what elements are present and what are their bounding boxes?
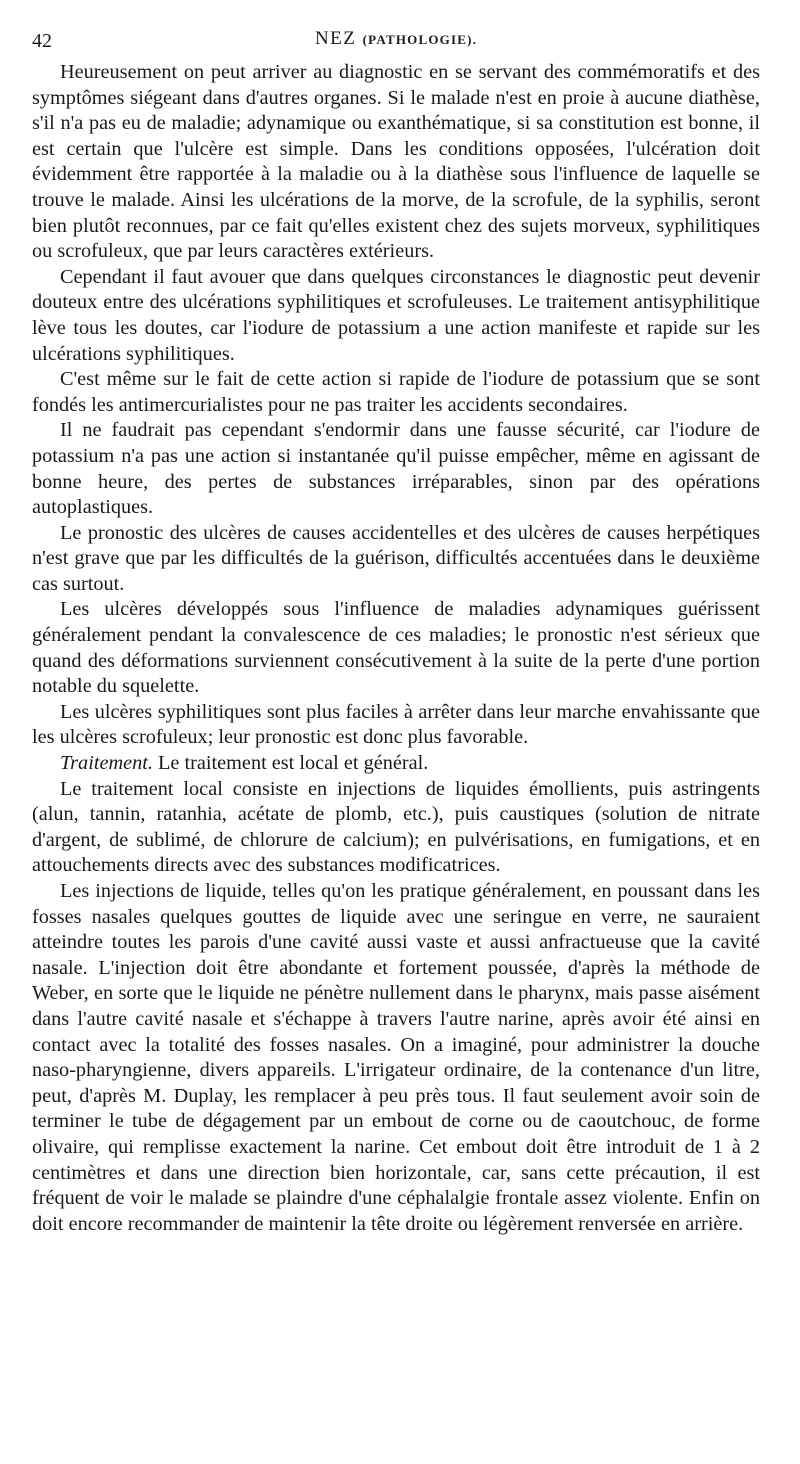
- running-title: [32, 28, 760, 50]
- traitement-heading: Traitement.: [60, 752, 153, 775]
- paragraph-traitement: [32, 751, 760, 777]
- running-title-subtitle: (PATHOLOGIE).: [362, 32, 478, 47]
- paragraph-injections: Les injections de liquide, telles qu'on les pratique généralement, en poussant dans les fosses nasales quelques gouttes de liquide avec une seringue en verre, ne sauraient atteindre toutes les parois d'une cavité aussi vaste et aussi anfractueuse que la cavité nasale. L'injection doit être abondante et fortement poussée, d'après la méthode de Weber, en sorte que le liquide ne pénètre nullement dans le pharynx, mais passe aisément dans l'autre cavité nasale et s'échappe à travers l'autre narine, après avoir été ainsi en contact avec la totalité des fosses nasales. On a imaginé, pour administrer la douche naso-pharyngienne, divers appareils. L'irrigateur ordinaire, de la contenance d'un litre, peut, d'après M. Duplay, les remplacer à peu près tous. Il faut seulement avoir soin de terminer le tube de dégagement par un embout de corne ou de caoutchouc, de forme olivaire, qui remplisse exactement la narine. Cet embout doit être introduit de 1 à 2 centimètres et dans une direction bien horizontale, car, sans cette précaution, il est fréquent de voir le malade se plaindre d'une céphalalgie frontale assez violente. Enfin on doit encore recommander de maintenir la tête droite ou légèrement renversée en arrière.: [32, 880, 760, 1235]
- paragraph-pronostic-adynamic: Les ulcères développés sous l'influence de maladies adynamiques guérissent généralement pendant la convalescence de ces maladies; le pronostic n'est sérieux que quand des déformations surviennent consécutivement à la suite de la perte d'une portion notable du squelette.: [32, 598, 760, 698]
- paragraph-local-treatment: Le traitement local consiste en injections de liquides émollients, puis astringents (alun, tannin, ratanhia, acétate de plomb, etc.), puis caustiques (solution de nitrate d'argent, de sublimé, de chlorure de calcium); en pulvérisations, en fumigations, et en attouchements directs avec des substances modificatrices.: [32, 777, 760, 877]
- book-page: [32, 22, 760, 1237]
- page-number: 42: [32, 30, 52, 52]
- paragraph-pronostic-accidental: Le pronostic des ulcères de causes accidentelles et des ulcères de causes herpétiques n'est grave que par les difficultés de la guérison, difficultés accentuées dans le deuxième cas surtout.: [32, 521, 760, 595]
- running-header: [32, 22, 760, 52]
- running-title-main: NEZ: [314, 28, 357, 49]
- paragraph-iodure-warning: Il ne faudrait pas cependant s'endormir dans une fausse sécurité, car l'iodure de potassium n'a pas une action si instantanée qu'il puisse empêcher, même en agissant de bonne heure, des pertes de substances irréparables, sinon par des opérations autoplastiques.: [32, 419, 760, 519]
- page-body: [32, 60, 760, 1237]
- paragraph-antimercurialistes: C'est même sur le fait de cette action si rapide de l'iodure de potassium que se sont fondés les antimercurialistes pour ne pas traiter les accidents secondaires.: [32, 368, 760, 416]
- paragraph-diagnostic: Heureusement on peut arriver au diagnostic en se servant des commémoratifs et des symptômes siégeant dans d'autres organes. Si le malade n'est en proie à aucune diathèse, s'il n'a pas eu de maladie; adynamique ou exanthématique, si sa constitution est bonne, il est certain que l'ulcère est simple. Dans les conditions opposées, l'ulcération doit évidemment être rapportée à la maladie ou à la diathèse sous l'influence de laquelle se trouve le malade. Ainsi les ulcérations de la morve, de la scrofule, de la syphilis, seront bien plutôt reconnues, par ce fait qu'elles existent chez des sujets morveux, syphilitiques ou scrofuleux, que par leurs caractères extérieurs.: [32, 61, 760, 263]
- paragraph-pronostic-syphilitic: Les ulcères syphilitiques sont plus faciles à arrêter dans leur marche envahissante que les ulcères scrofuleux; leur pronostic est donc plus favorable.: [32, 700, 760, 749]
- traitement-text: Le traitement est local et général.: [152, 752, 429, 775]
- paragraph-diagnostic-doubt: Cependant il faut avouer que dans quelques circonstances le diagnostic peut devenir douteux entre des ulcérations syphilitiques et scrofuleuses. Le traitement antisyphilitique lève tous les doutes, car l'iodure de potassium a une action manifeste et rapide sur les ulcérations syphilitiques.: [32, 265, 760, 365]
